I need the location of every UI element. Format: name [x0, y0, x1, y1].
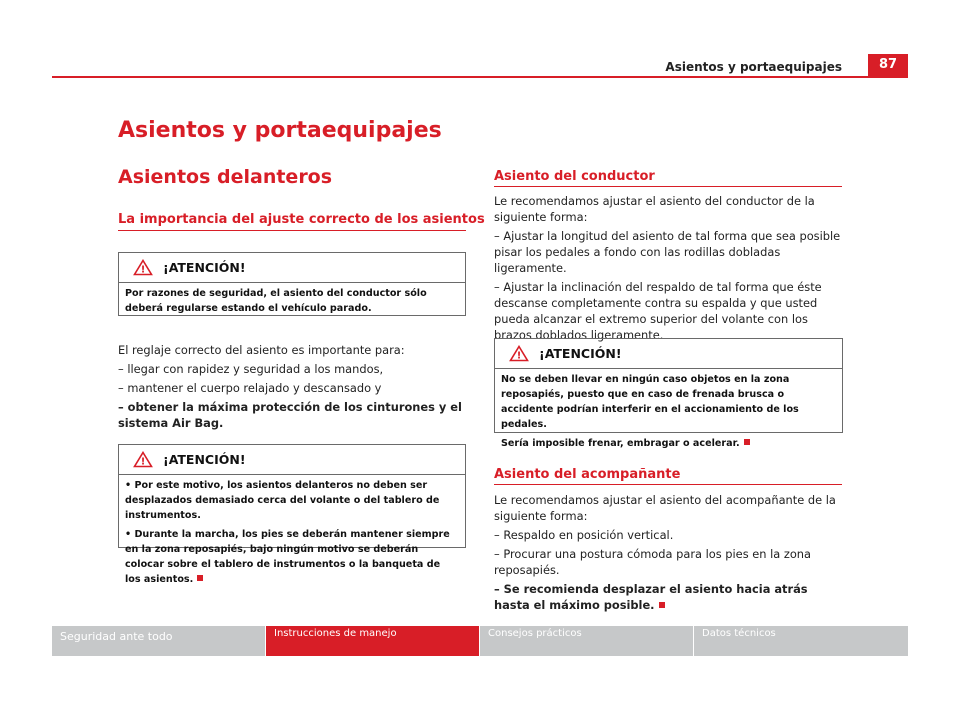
warning-body	[119, 475, 465, 595]
footer-tab-safety[interactable]: Seguridad ante todo	[52, 626, 265, 656]
driver-seat-block	[494, 193, 844, 346]
footer-tab-operating-instructions[interactable]: Instrucciones de manejo	[266, 626, 479, 656]
warning-text	[501, 436, 836, 451]
warning-item: • Por este motivo, los asientos delanteros no deben ser desplazados demasiado cerca del volante o del tablero de instrumentos.	[125, 480, 440, 521]
list-item-bold	[118, 399, 468, 431]
intro-text: Le recomendamos ajustar el asiento del acompañante de la siguiente forma:	[494, 493, 836, 523]
list-item: – llegar con rapidez y seguridad a los mandos,	[118, 362, 384, 376]
intro-text: Le recomendamos ajustar el asiento del conductor de la siguiente forma:	[494, 194, 815, 224]
adjustment-intro-block	[118, 342, 468, 434]
warning-triangle-icon	[133, 451, 153, 468]
section-title: Asientos delanteros	[118, 166, 333, 188]
warning-body	[495, 369, 842, 459]
header-rule	[52, 76, 908, 78]
header-title: Asientos y portaequipajes	[665, 60, 842, 74]
bullet-prefix: –	[118, 400, 128, 414]
warning-text: No se deben llevar en ningún caso objetos en la zona reposapiés, puesto que en caso de frenada brusca o accidente podrían interferir en el accionamiento de los pedales.	[501, 374, 799, 430]
subheading-driver-seat: Asiento del conductor	[494, 169, 655, 184]
footer-tab-technical-data[interactable]: Datos técnicos	[694, 626, 908, 656]
warning-header	[119, 445, 465, 475]
step-item: – Procurar una postura cómoda para los pies en la zona reposapiés.	[494, 547, 812, 577]
step-prefix: –	[494, 582, 504, 596]
subheading-rule	[118, 230, 466, 231]
step-bold-text: Se recomienda desplazar el asiento hacia atrás hasta el máximo posible.	[494, 582, 808, 612]
warning-item	[125, 527, 459, 587]
warning-header	[119, 253, 465, 283]
passenger-seat-block	[494, 492, 844, 616]
subheading-rule	[494, 186, 842, 187]
step-item-bold	[494, 581, 844, 613]
warning-title: ¡ATENCIÓN!	[163, 260, 246, 275]
warning-title: ¡ATENCIÓN!	[163, 452, 246, 467]
svg-text:!: !	[516, 350, 522, 362]
warning-item-text: • Durante la marcha, los pies se deberán mantener siempre en la zona reposapiés, bajo ningún motivo se deberán colocar sobre el tablero de instrumentos o la banqueta de los asientos.	[125, 529, 450, 585]
step-item: – Ajustar la longitud del asiento de tal forma que sea posible pisar los pedales a fondo con las rodillas dobladas ligeramente.	[494, 229, 841, 275]
page-number: 87	[868, 54, 908, 76]
step-item: – Respaldo en posición vertical.	[494, 528, 674, 542]
svg-text:!: !	[140, 456, 146, 468]
step-item: – Ajustar la inclinación del respaldo de tal forma que éste descanse completamente contra su espalda y que usted pueda alcanzar el extremo superior del volante con los brazos doblados ligeramente.	[494, 280, 822, 342]
warning-box-2	[118, 444, 466, 585]
warning-box-1	[118, 252, 466, 316]
end-square-icon	[197, 575, 203, 581]
warning-text-part: Sería imposible frenar, embragar o acelerar.	[501, 438, 740, 449]
bullet-bold-text: obtener la máxima protección de los cinturones y el sistema Air Bag.	[118, 400, 462, 430]
end-square-icon	[744, 439, 750, 445]
warning-header	[495, 339, 842, 369]
warning-body	[119, 283, 465, 324]
chapter-title: Asientos y portaequipajes	[118, 118, 442, 143]
warning-text: Por razones de seguridad, el asiento del conductor sólo deberá regularse estando el vehículo parado.	[125, 288, 427, 314]
footer-tab-practical-tips[interactable]: Consejos prácticos	[480, 626, 693, 656]
svg-text:!: !	[140, 264, 146, 276]
end-square-icon	[659, 602, 665, 608]
subheading-adjustment-importance: La importancia del ajuste correcto de los asientos	[118, 212, 485, 227]
warning-title: ¡ATENCIÓN!	[539, 346, 622, 361]
warning-box-3	[494, 338, 843, 449]
list-item: – mantener el cuerpo relajado y descansado y	[118, 381, 382, 395]
warning-triangle-icon	[509, 345, 529, 362]
subheading-rule	[494, 484, 842, 485]
intro-text: El reglaje correcto del asiento es importante para:	[118, 343, 405, 357]
subheading-passenger-seat: Asiento del acompañante	[494, 467, 681, 482]
warning-triangle-icon	[133, 259, 153, 276]
